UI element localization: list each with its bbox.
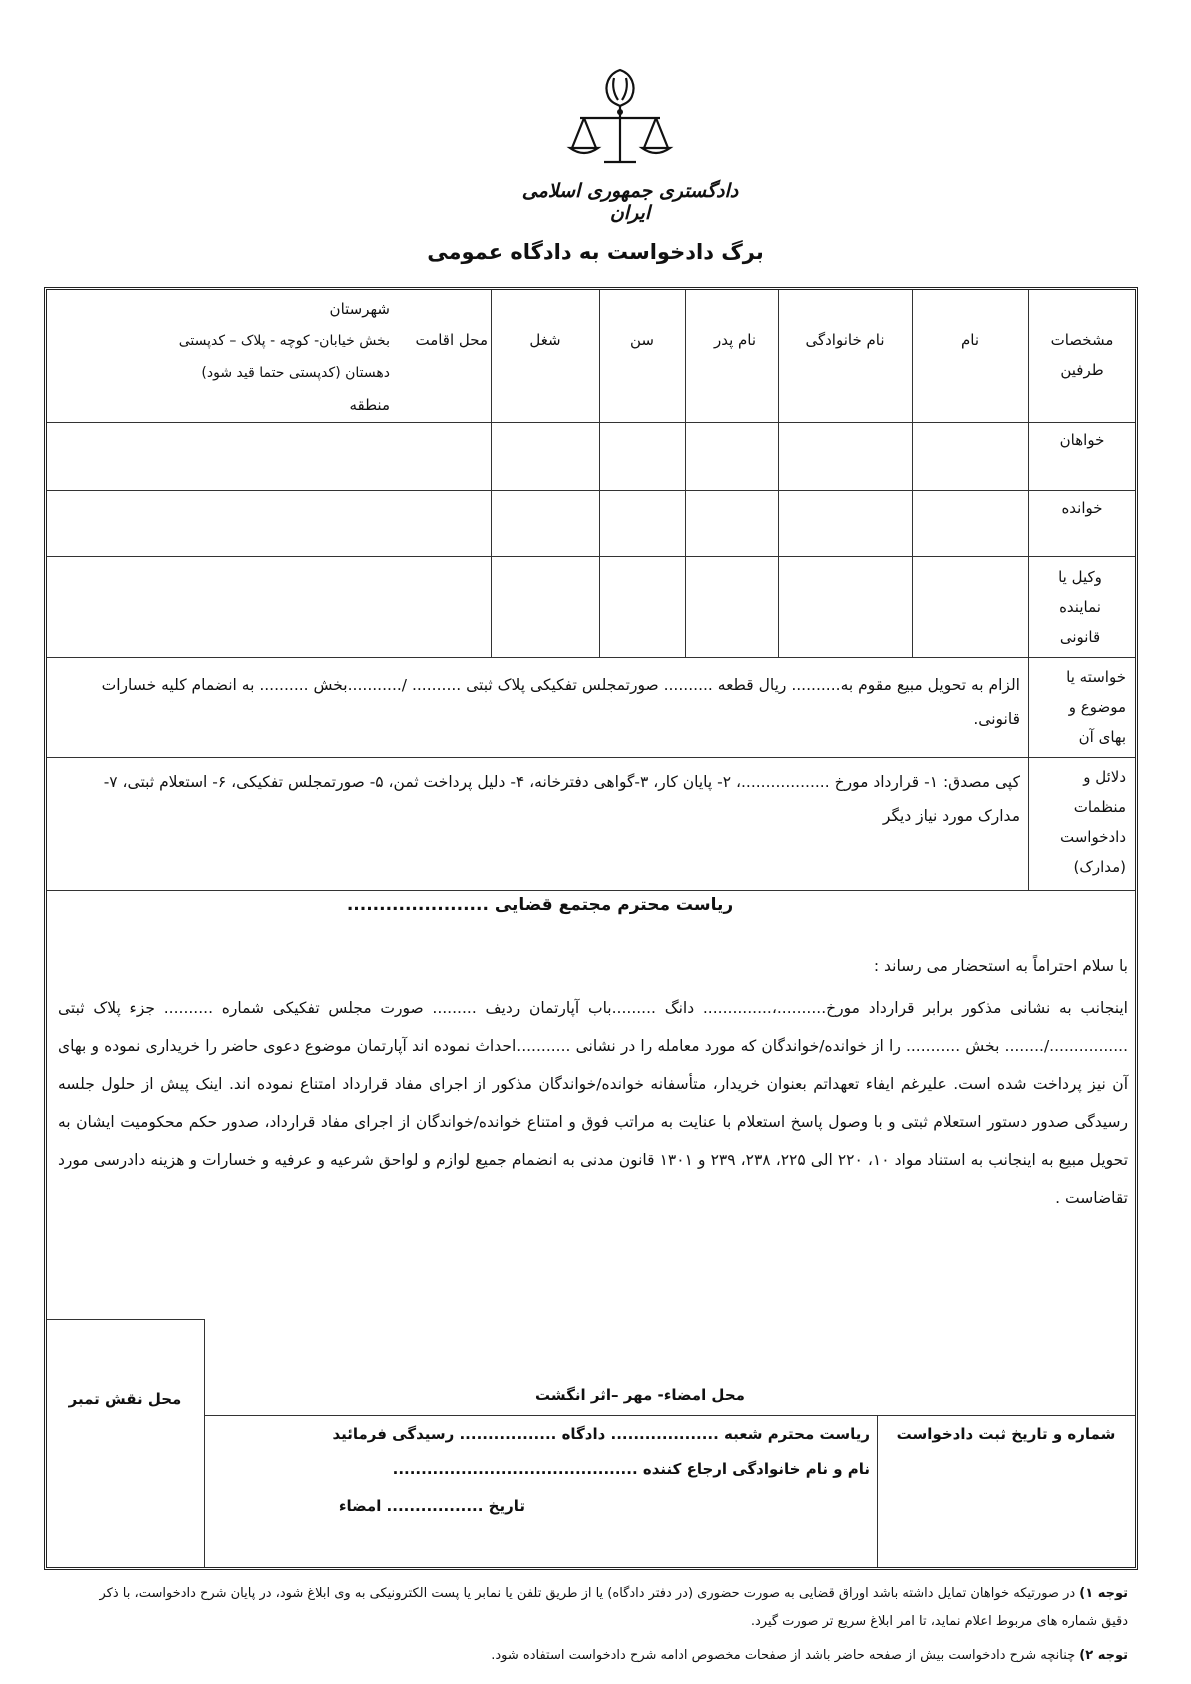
letter-heading: ریاست محترم مجتمع قضایی ...................... [346, 895, 734, 915]
col-father: نام پدر [713, 331, 757, 349]
evidence-label: دلائل و منظمات دادخواست (مدارک) [1059, 768, 1126, 876]
letter-greeting: با سلام احتراماً به استحضار می رساند : [873, 957, 1128, 975]
registry-label: شماره و تاریخ ثبت دادخواست [896, 1425, 1116, 1443]
note-2-text: چنانچه شرح دادخواست بیش از صفحه حاضر باشد از صفحات مخصوص ادامه شرح دادخواست استفاده شود. [491, 1648, 1076, 1663]
residence-line-3: دهستان (کدپستی حتما قید شود) [201, 365, 390, 381]
row-attorney: وکیل یا نماینده قانونی [1058, 568, 1102, 646]
col-specs: مشخصات طرفین [1050, 331, 1114, 379]
claim-label: خواسته یا موضوع و بهای آن [1066, 668, 1126, 746]
row-defendant: خوانده [1061, 499, 1103, 517]
judiciary-emblem-icon [560, 62, 680, 182]
stamp-label: محل نقش تمبر [68, 1390, 182, 1408]
evidence-text: کپی مصدق: ۱- قرارداد مورخ ..................، ۲- پایان کار، ۳-گواهی دفترخانه، ۴- دلیل پرداخت ثمن، ۵- صورتمجلس تفکیکی، ۶- استعلام ثبتی، ۷- مدارک مورد نیاز دیگر [103, 773, 1020, 825]
col-name: نام [960, 331, 980, 349]
col-age: سن [630, 331, 654, 349]
col-job: شغل [529, 331, 561, 349]
residence-line-1: شهرستان [329, 300, 390, 318]
form-frame [44, 287, 1138, 1570]
note-2 [80, 1642, 1128, 1670]
referral-line-3: تاریخ ................. امضاء [338, 1497, 525, 1515]
referral-line-2: نام و نام خانوادگی ارجاع کننده ........................................... [392, 1460, 870, 1478]
note-1-label: توجه ۱) [1079, 1586, 1128, 1601]
residence-line-4: منطقه [349, 396, 390, 414]
emblem-caption: دادگستری جمهوری اسلامی ایران [521, 180, 739, 224]
note-1 [80, 1580, 1128, 1636]
referral-line-1: ریاست محترم شعبه ................... دادگاه ................. رسیدگی فرمائید [332, 1425, 870, 1443]
form-title: برگ دادخواست به دادگاه عمومی [427, 240, 764, 264]
signature-label: محل امضاء- مهر –اثر انگشت [535, 1386, 745, 1404]
letter-body: اینجانب به نشانی مذکور برابر قرارداد مورخ..........،.............. دانگ .........باب آپارتمان ردیف ......... صورت مجلس تفکیکی شماره .......... جزء پلاک ثبتی ................/........ بخش ........... را از خوانده/خواندگان که مورد معامله را در نشانی ...........احداث نموده اند آپارتمان موضوع دعوی حاضر را خریداری نموده و بهای آن نیز پرداخت شده است. علیرغم ایفاء تعهداتم بعنوان خریدار، متأسفانه خوانده/خواندگان مذکور از اجرای مفاد قرارداد امتناع نموده اند. اینک پیش از حلول جلسه رسیدگی صدور دستور استعلام ثبتی و با وصول پاسخ استعلام با عنایت به مراتب فوق و امتناع خوانده/خواندگان از اجرای مفاد قرارداد، صدور حکم محکومیت ایشان به تحویل مبیع به اینجانب به استناد مواد ۱۰، ۲۲۰ الی ۲۲۵، ۲۳۸، ۲۳۹ و ۱۳۰۱ قانون مدنی به انضمام جمیع لوازم و لواحق شرعیه و عرفیه و خسارات و هزینه دادرسی مورد تقاضاست . [58, 999, 1129, 1207]
claim-text: الزام به تحویل مبیع مقوم به.......... ریال قطعه .......... صورتمجلس تفکیکی پلاک ثبتی .......... /...........بخش .......... به انضمام کلیه خسارات قانونی. [101, 676, 1020, 728]
note-2-label: توجه ۲) [1079, 1648, 1128, 1663]
row-plaintiff: خواهان [1059, 431, 1105, 449]
col-family: نام خانوادگی [805, 331, 885, 349]
note-1-text: در صورتیکه خواهان تمایل داشته باشد اوراق قضایی به صورت حضوری (در دفتر دادگاه) یا از طریق تلفن یا نمابر یا پست الکترونیکی به وی ابلاغ شود، در پایان شرح دادخواست، با ذکر دقیق شماره های مربوط اعلام نماید، تا امر ابلاغ سریع تر صورت گیرد. [99, 1586, 1128, 1629]
col-residence: محل اقامت [415, 331, 488, 349]
residence-line-2: بخش خیابان- کوچه - پلاک – کدپستی [178, 333, 390, 349]
